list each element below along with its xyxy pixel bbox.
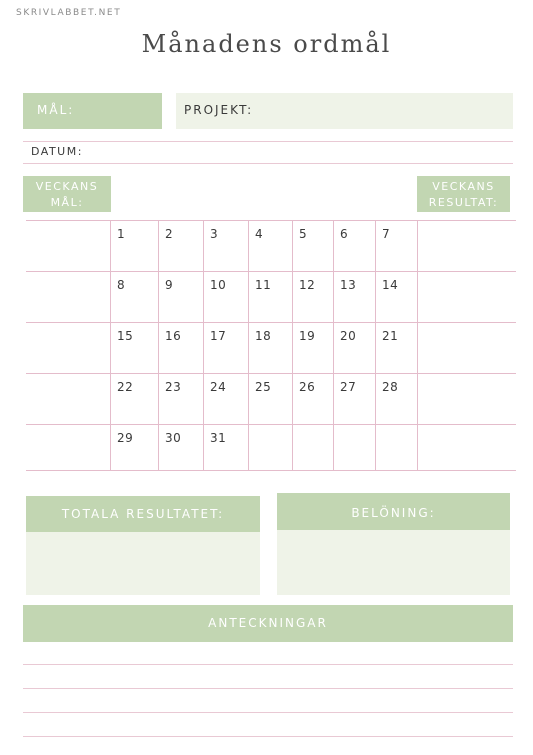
weekly-goal-cell[interactable] bbox=[26, 221, 110, 271]
goal-field-header bbox=[23, 93, 162, 129]
weekly-goals-label-line1: VECKANS bbox=[35, 180, 99, 193]
calendar-column-line bbox=[292, 220, 293, 470]
weekly-goal-cell[interactable] bbox=[26, 425, 110, 470]
weekly-goal-cell[interactable] bbox=[26, 374, 110, 424]
calendar-day-cell[interactable]: 21 bbox=[382, 329, 399, 343]
weekly-results-label-line1: VECKANS bbox=[432, 180, 495, 193]
calendar-column-line bbox=[158, 220, 159, 470]
calendar-day-cell[interactable]: 1 bbox=[117, 227, 126, 241]
calendar-day-cell[interactable]: 10 bbox=[210, 278, 227, 292]
calendar-day-cell[interactable]: 28 bbox=[382, 380, 399, 394]
date-field[interactable] bbox=[31, 145, 83, 158]
weekly-result-cell[interactable] bbox=[418, 425, 516, 470]
calendar-column-line bbox=[248, 220, 249, 470]
weekly-goals-label-line2: MÅL: bbox=[50, 196, 84, 209]
calendar-day-cell[interactable]: 11 bbox=[255, 278, 272, 292]
calendar-day-cell[interactable]: 7 bbox=[382, 227, 391, 241]
calendar-day-cell[interactable]: 9 bbox=[165, 278, 174, 292]
calendar-day-cell[interactable]: 14 bbox=[382, 278, 399, 292]
calendar-day-cell[interactable]: 17 bbox=[210, 329, 227, 343]
calendar-day-cell[interactable]: 24 bbox=[210, 380, 227, 394]
total-result-field[interactable] bbox=[26, 532, 260, 595]
calendar-day-cell[interactable]: 20 bbox=[340, 329, 357, 343]
notes-line-2[interactable] bbox=[23, 688, 513, 689]
calendar-day-cell[interactable]: 13 bbox=[340, 278, 357, 292]
calendar-column-line bbox=[110, 220, 111, 470]
weekly-goals-header bbox=[23, 176, 111, 212]
calendar-day-cell[interactable]: 2 bbox=[165, 227, 174, 241]
reward-header bbox=[277, 493, 510, 530]
calendar-column-line bbox=[375, 220, 376, 470]
calendar-day-cell[interactable]: 23 bbox=[165, 380, 182, 394]
total-result-header bbox=[26, 496, 260, 532]
weekly-results-header bbox=[417, 176, 510, 212]
project-field[interactable] bbox=[176, 93, 513, 129]
reward-label: BELÖNING: bbox=[351, 506, 436, 520]
date-label: DATUM: bbox=[31, 145, 83, 158]
calendar-row-line bbox=[26, 470, 516, 471]
notes-header bbox=[23, 605, 513, 642]
calendar-day-cell[interactable] bbox=[255, 431, 291, 469]
calendar-column-line bbox=[203, 220, 204, 470]
date-line-top bbox=[23, 141, 513, 142]
weekly-result-cell[interactable] bbox=[418, 272, 516, 322]
total-result-label: TOTALA RESULTATET: bbox=[61, 507, 225, 521]
calendar-day-cell[interactable]: 27 bbox=[340, 380, 357, 394]
calendar-day-cell[interactable]: 12 bbox=[299, 278, 316, 292]
weekly-result-cell[interactable] bbox=[418, 323, 516, 373]
calendar-day-cell[interactable]: 5 bbox=[299, 227, 308, 241]
calendar-day-cell[interactable]: 16 bbox=[165, 329, 182, 343]
calendar-day-cell[interactable]: 4 bbox=[255, 227, 264, 241]
page-title: Månadens ordmål bbox=[141, 30, 392, 58]
calendar-day-cell[interactable] bbox=[299, 431, 332, 469]
calendar-column-line bbox=[333, 220, 334, 470]
goal-label: MÅL: bbox=[37, 103, 75, 117]
calendar-day-cell[interactable]: 19 bbox=[299, 329, 316, 343]
weekly-goal-cell[interactable] bbox=[26, 323, 110, 373]
calendar-day-cell[interactable]: 30 bbox=[165, 431, 182, 445]
weekly-result-cell[interactable] bbox=[418, 221, 516, 271]
notes-line-3[interactable] bbox=[23, 712, 513, 713]
calendar-day-cell[interactable]: 26 bbox=[299, 380, 316, 394]
calendar-day-cell[interactable] bbox=[382, 431, 416, 469]
calendar-day-cell[interactable] bbox=[340, 431, 374, 469]
weekly-results-label-line2: RESULTAT: bbox=[428, 196, 499, 209]
calendar-day-cell[interactable]: 31 bbox=[210, 431, 227, 445]
project-label: PROJEKT: bbox=[184, 103, 254, 117]
calendar-day-cell[interactable]: 22 bbox=[117, 380, 134, 394]
calendar-day-cell[interactable]: 8 bbox=[117, 278, 126, 292]
calendar-day-cell[interactable]: 6 bbox=[340, 227, 349, 241]
reward-field[interactable] bbox=[277, 530, 510, 595]
calendar-day-cell[interactable]: 25 bbox=[255, 380, 272, 394]
date-line-bottom bbox=[23, 163, 513, 164]
weekly-goal-cell[interactable] bbox=[26, 272, 110, 322]
notes-label: ANTECKNINGAR bbox=[208, 616, 328, 630]
notes-line-4[interactable] bbox=[23, 736, 513, 737]
notes-line-1[interactable] bbox=[23, 664, 513, 665]
calendar-day-cell[interactable]: 18 bbox=[255, 329, 272, 343]
brand-link[interactable]: SKRIVLABBET.NET bbox=[16, 8, 122, 18]
calendar-day-cell[interactable]: 15 bbox=[117, 329, 134, 343]
weekly-result-cell[interactable] bbox=[418, 374, 516, 424]
calendar-day-cell[interactable]: 3 bbox=[210, 227, 219, 241]
calendar-day-cell[interactable]: 29 bbox=[117, 431, 134, 445]
